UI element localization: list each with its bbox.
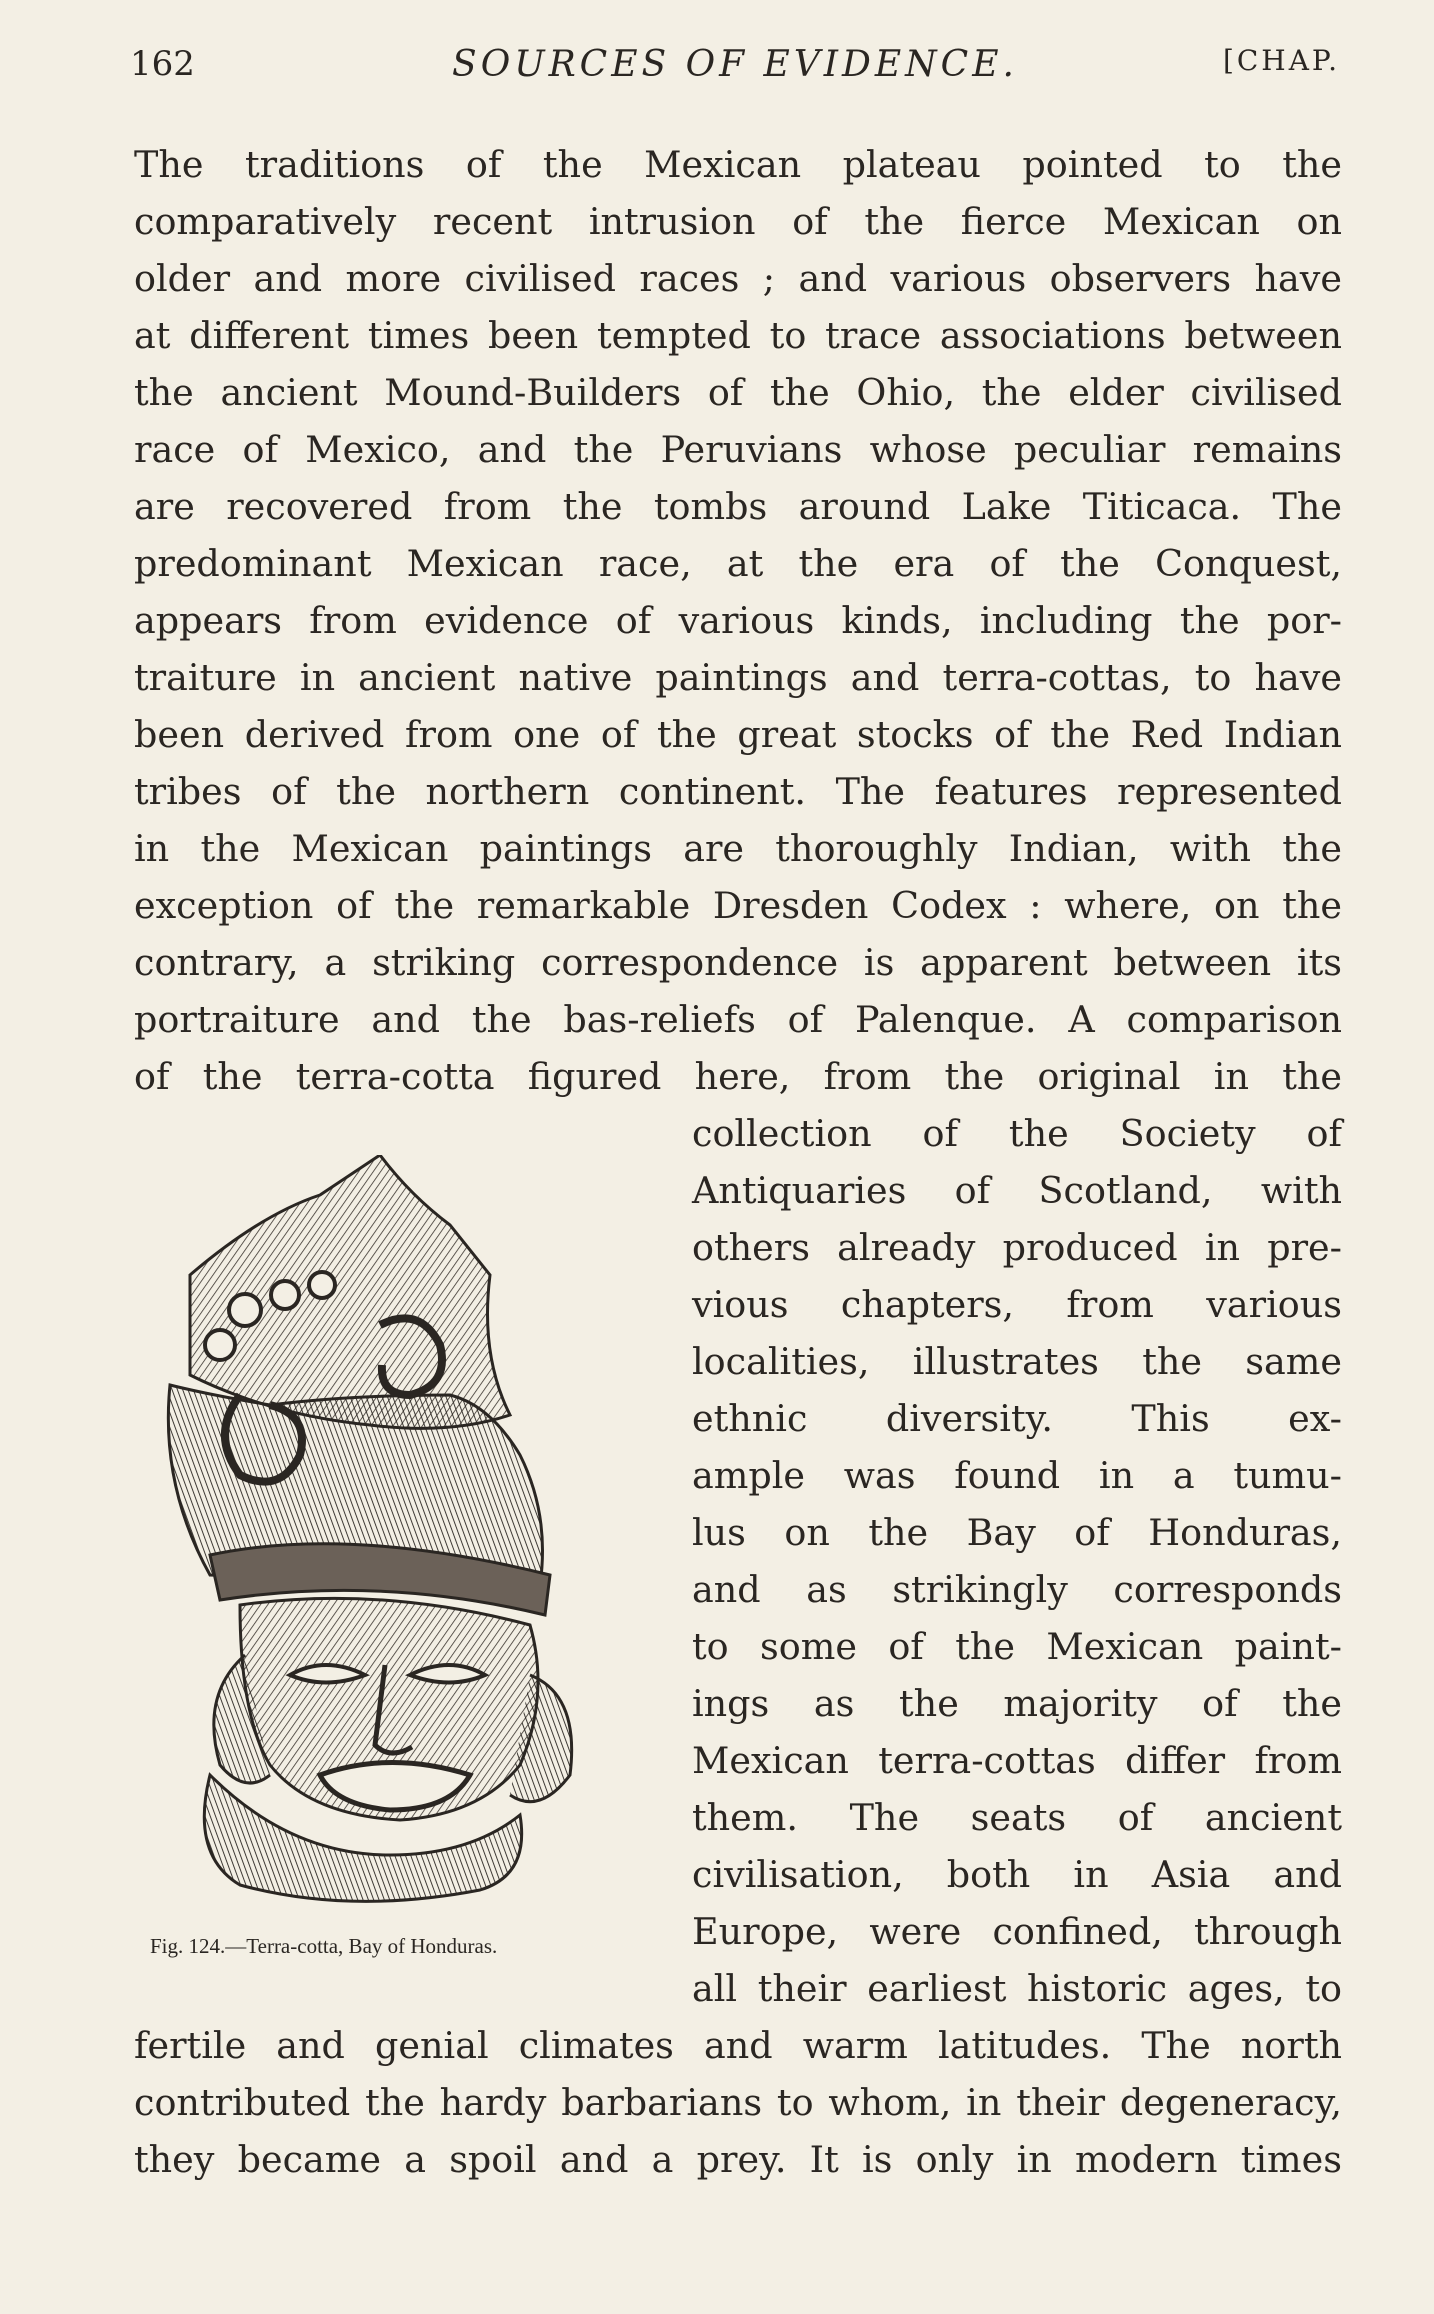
text-line: race of Mexico, and the Peruvians whose peculiar remains [134, 428, 1342, 471]
text-line: tribes of the northern continent. The features represented [134, 770, 1342, 813]
terra-cotta-head-engraving [150, 1155, 645, 1915]
text-line: Europe, were confined, through [692, 1910, 1342, 1953]
text-line: traiture in ancient native paintings and terra-cottas, to have [134, 656, 1342, 699]
terra-cotta-illustration [150, 1155, 645, 1915]
text-line: localities, illustrates the same [692, 1340, 1342, 1383]
text-line: civilisation, both in Asia and [692, 1853, 1342, 1896]
chapter-marker: [CHAP. [1222, 44, 1340, 77]
text-line: contrary, a striking correspondence is apparent between its [134, 941, 1342, 984]
text-line: ample was found in a tumu- [692, 1454, 1342, 1497]
text-line: collection of the Society of [692, 1112, 1342, 1155]
text-line: the ancient Mound-Builders of the Ohio, the elder civilised [134, 371, 1342, 414]
text-line: contributed the hardy barbarians to whom, in their degeneracy, [134, 2081, 1342, 2124]
text-line: exception of the remarkable Dresden Codex : where, on the [134, 884, 1342, 927]
text-line: Antiquaries of Scotland, with [692, 1169, 1342, 1212]
text-line: ethnic diversity. This ex- [692, 1397, 1342, 1440]
text-line: all their earliest historic ages, to [692, 1967, 1342, 2010]
text-line: at different times been tempted to trace associations between [134, 314, 1342, 357]
text-line: appears from evidence of various kinds, including the por- [134, 599, 1342, 642]
text-line: in the Mexican paintings are thoroughly Indian, with the [134, 827, 1342, 870]
text-line: fertile and genial climates and warm latitudes. The north [134, 2024, 1342, 2067]
text-line: older and more civilised races ; and various observers have [134, 257, 1342, 300]
text-line: portraiture and the bas-reliefs of Palenque. A comparison [134, 998, 1342, 1041]
text-line: of the terra-cotta figured here, from the original in the [134, 1055, 1342, 1098]
text-line: predominant Mexican race, at the era of the Conquest, [134, 542, 1342, 585]
text-line: comparatively recent intrusion of the fierce Mexican on [134, 200, 1342, 243]
text-line: Mexican terra-cottas differ from [692, 1739, 1342, 1782]
text-line: The traditions of the Mexican plateau pointed to the [134, 143, 1342, 186]
page-number: 162 [130, 44, 195, 84]
text-line: vious chapters, from various [692, 1283, 1342, 1326]
text-line: are recovered from the tombs around Lake Titicaca. The [134, 485, 1342, 528]
text-line: ings as the majority of the [692, 1682, 1342, 1725]
figure-caption: Fig. 124.—Terra-cotta, Bay of Honduras. [150, 1934, 498, 1958]
text-line: them. The seats of ancient [692, 1796, 1342, 1839]
text-line: lus on the Bay of Honduras, [692, 1511, 1342, 1554]
text-line: they became a spoil and a prey. It is only in modern times [134, 2138, 1342, 2181]
text-line: and as strikingly corresponds [692, 1568, 1342, 1611]
text-line: been derived from one of the great stocks of the Red Indian [134, 713, 1342, 756]
text-line: to some of the Mexican paint- [692, 1625, 1342, 1668]
running-header [130, 44, 1340, 94]
running-title: SOURCES OF EVIDENCE. [452, 44, 1018, 85]
text-line: others already produced in pre- [692, 1226, 1342, 1269]
